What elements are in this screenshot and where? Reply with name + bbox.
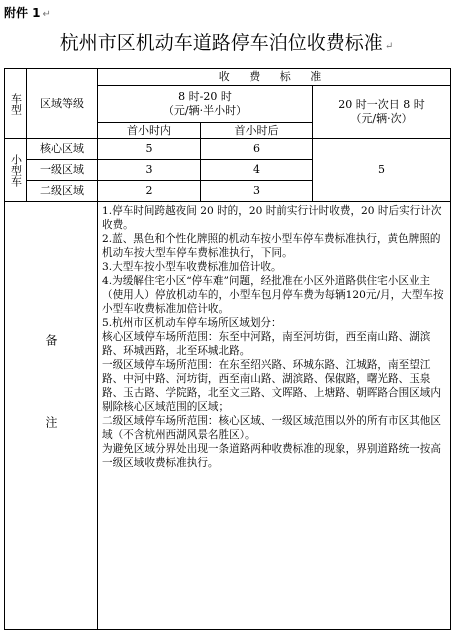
zone-level-2: 二级区域 [27,181,98,202]
header-vehicle-type: 车型 [5,69,27,139]
daytime-unit: （元/辆·半小时） [162,104,248,117]
night-unit: （元/辆·次） [350,112,413,125]
header-fee-standard: 收 费 标 准 [98,69,451,86]
note-item: 一级区域停车场所范围：在东至绍兴路、环城东路、江城路，南至望江路、中河中路、河坊街，西至南山路、湖滨路、保俶路，曙光路、玉泉路、玉古路、学院路，北至文三路、文晖路、上塘路、朝晖路合围区域内剔除核心区域范围的区域； [102,359,441,413]
note-item: 2.蓝、黑色和个性化牌照的机动车按小型车停车费标准执行，黄色牌照的机动车按大型车停车费标准执行，下同。 [102,233,441,259]
fee-core-after: 6 [201,139,313,160]
fee-level1-first: 3 [98,160,201,181]
document-title [0,28,453,55]
notes-content [98,202,451,630]
vehicle-small-car: 小型车 [5,139,27,202]
paragraph-mark: ↵ [42,9,51,20]
header-zone-level: 区域等级 [27,69,98,139]
daytime-hours: 8 时-20 时 [178,90,232,103]
fee-standard-table [4,68,451,630]
note-item: 5.杭州市区机动车停车场所区域划分： [102,317,282,329]
fee-level1-after: 4 [201,160,313,181]
header-first-hour: 首小时内 [98,123,201,139]
zone-level-1: 一级区域 [27,160,98,181]
fee-core-first: 5 [98,139,201,160]
note-item: 核心区域停车场所范围：东至中河路，南至河坊街，西至南山路、湖滨路、环城西路，北至环城北路。 [102,331,431,357]
header-night [313,86,451,139]
note-item: 4.为缓解住宅小区“停车难”问题，经批准在小区外道路供住宅小区业主（使用人）停放机动车的，小型车包月停车费为每辆120元/月，大型车按小型车收费标准加倍计收。 [102,275,444,315]
header-after-first-hour: 首小时后 [201,123,313,139]
fee-level2-first: 2 [98,181,201,202]
notes-label-text: 备注 [44,333,58,498]
zone-core: 核心区域 [27,139,98,160]
note-item: 为避免区域分界处出现一条道路两种收费标准的现象，界别道路统一按高一级区域收费标准执行。 [102,443,441,469]
fee-night: 5 [313,139,451,202]
title-paragraph-mark: ↵ [384,41,394,52]
note-item: 3.大型车按小型车收费标准加倍计收。 [102,261,282,273]
header-daytime [98,86,313,123]
fee-level2-after: 3 [201,181,313,202]
note-item: 1.停车时间跨越夜间 20 时的，20 时前实行计时收费，20 时后实行计次收费。 [102,205,442,231]
title-text: 杭州市区机动车道路停车泊位收费标准 [59,32,383,54]
annex-label: 附件 1 ↵ [4,6,51,20]
note-item: 二级区域停车场所范围：核心区域、一级区域范围以外的所有市区其他区域（不含杭州西湖风景名胜区）。 [102,415,441,441]
notes-label [5,202,98,630]
night-hours: 20 时一次日 8 时 [338,98,425,111]
